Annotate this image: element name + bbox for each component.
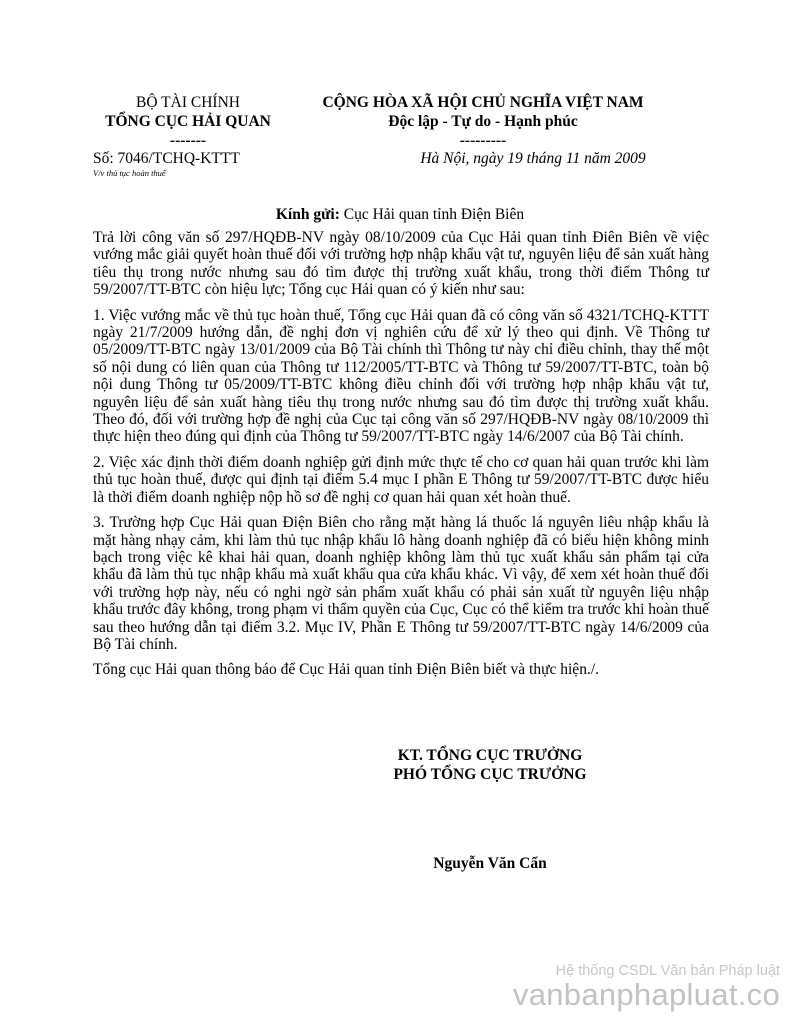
issuer-block — [93, 93, 283, 150]
document-subject: V/v thủ tục hoàn thuế — [93, 168, 166, 178]
signature-block — [290, 746, 690, 784]
intro-paragraph: Trả lời công văn số 297/HQĐB-NV ngày 08/10/2009 của Cục Hải quan tỉnh Điên Biên về việc vướng mắc giải quyết hoàn thuế đối với trường hợp nhập khẩu vật tư, nguyên liệu để sản xuất hàng tiêu thụ trong nước nhưng sau đó tìm được thị trường xuất khẩu, trong thời điểm Thông tư 59/2007/TT-BTC còn hiệu lực; Tổng cục Hải quan có ý kiến như sau: — [93, 229, 709, 299]
recipient-line — [93, 205, 707, 224]
recipient-name: Cục Hải quan tỉnh Điện Biên — [343, 206, 525, 223]
recipient-label: Kính gửi: — [275, 206, 340, 223]
watermark-domain: vanbanphapluat.co — [512, 977, 780, 1012]
signature-title-2: PHÓ TỔNG CỤC TRƯỞNG — [393, 766, 587, 783]
national-heading — [293, 93, 673, 150]
document-body — [93, 229, 709, 687]
right-divider: --------- — [459, 132, 507, 149]
department-name: TỔNG CỤC HẢI QUAN — [105, 113, 271, 130]
ministry-name: BỘ TÀI CHÍNH — [136, 94, 240, 111]
document-number: Số: 7046/TCHQ-KTTT — [93, 150, 240, 167]
left-divider: ------- — [169, 132, 207, 149]
paragraph-1: 1. Việc vướng mắc về thủ tục hoàn thuế, Tổng cục Hải quan đã có công văn số 4321/TCHQ-KTTT ngày 21/7/2009 hướng dẫn, đề nghị đơn vị nghiên cứu để xử lý theo qui định. Về Thông tư 05/2009/TT-BTC ngày 13/01/2009 của Bộ Tài chính thì Thông tư này chỉ điều chỉnh, thay thế một số nội dung có liên quan của Thông tư 112/2005/TT-BTC và Thông tư 59/2007/TT-BTC, toàn bộ nội dung Thông tư 05/2009/TT-BTC không điều chỉnh đối với trường hợp nhập khẩu vật tư, nguyên liệu để sản xuất hàng tiêu thụ trong nước nhưng sau đó tìm được thị trường xuất khẩu. Theo đó, đối với trường hợp đề nghị của Cục tại công văn số 297/HQĐB-NV ngày 08/10/2009 thì thực hiện theo đúng qui định của Thông tư 59/2007/TT-BTC ngày 14/6/2007 của Bộ Tài chính. — [93, 306, 709, 446]
watermark-caption: Hệ thống CSDL Văn bản Pháp luật — [555, 963, 780, 979]
closing-paragraph: Tổng cục Hải quan thông báo để Cục Hải quan tỉnh Điện Biên biết và thực hiện./. — [93, 661, 599, 679]
paragraph-3: 3. Trường hợp Cục Hải quan Điện Biên cho rằng mặt hàng lá thuốc lá nguyên liêu nhập khẩu là mặt hàng nhạy cảm, khi làm thủ tục nhập khẩu lô hàng doanh nghiệp đã có biểu hiện không minh bạch trong việc kê khai hải quan, doanh nghiệp không làm thủ tục xuất khẩu sản phẩm tại cửa khẩu đã làm thủ tục nhập khẩu mà xuất khẩu qua cửa khẩu khác. Vì vậy, để xem xét hoàn thuế đối với trường hợp này, nếu có nghi ngờ sản phẩm xuất khẩu có phải sản xuất từ nguyên liệu nhập khẩu trước đây không, trong phạm vi thẩm quyền của Cục, Cục có thể kiểm tra trước khi hoàn thuế sau theo hướng dẫn tại điểm 3.2. Mục IV, Phần E Thông tư 59/2007/TT-BTC ngày 14/6/2009 của Bộ Tài chính. — [93, 514, 709, 653]
signer-name: Nguyễn Văn Cẩn — [433, 855, 547, 872]
national-motto: Độc lập - Tự do - Hạnh phúc — [388, 113, 578, 130]
country-name: CỘNG HÒA XÃ HỘI CHỦ NGHĨA VIỆT NAM — [322, 94, 644, 111]
signature-title-1: KT. TỔNG CỤC TRƯỞNG — [397, 747, 583, 764]
paragraph-2: 2. Việc xác định thời điểm doanh nghiệp gửi định mức thực tế cho cơ quan hải quan trước khi làm thủ tục hoàn thuế, được qui định tại điểm 5.4 mục I phần E Thông tư 59/2007/TT-BTC được hiểu là thời điểm doanh nghiệp nộp hồ sơ đề nghị cơ quan hải quan xét hoàn thuế. — [93, 453, 709, 506]
place-date: Hà Nội, ngày 19 tháng 11 năm 2009 — [420, 150, 646, 167]
